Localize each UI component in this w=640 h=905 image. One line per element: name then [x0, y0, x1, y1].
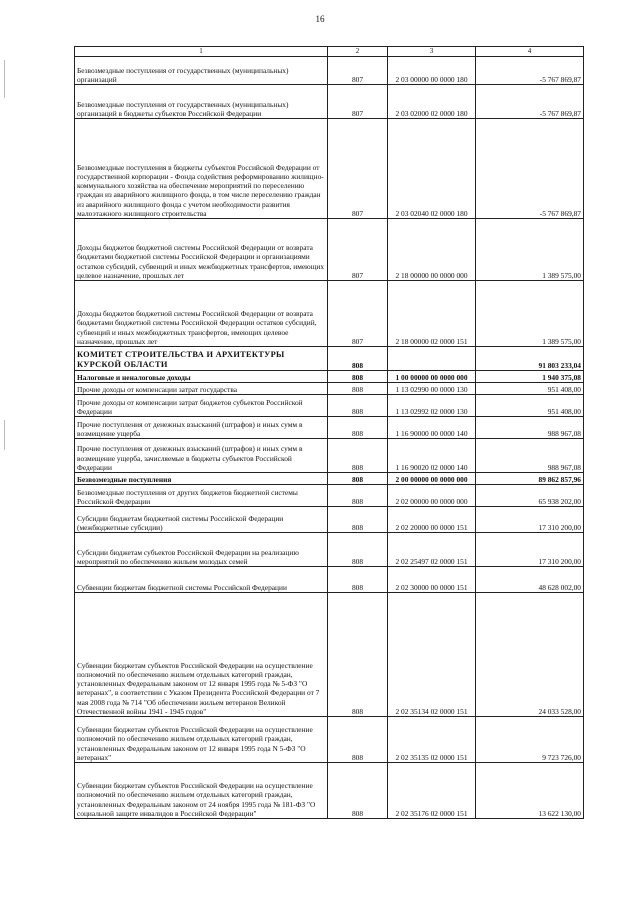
- table-row: [75, 347, 584, 371]
- row-kbk: 2 02 35135 02 0000 151: [388, 717, 476, 763]
- row-name: Налоговые и неналоговые доходы: [75, 371, 328, 383]
- row-kbk: 1 16 90020 02 0000 140: [388, 439, 476, 473]
- row-amount: 1 389 575,00: [476, 219, 584, 281]
- table-row: [75, 533, 584, 567]
- row-code: 808: [328, 763, 388, 819]
- row-amount: 91 803 233,04: [476, 347, 584, 371]
- page-number: 16: [315, 14, 325, 24]
- table-row: [75, 439, 584, 473]
- column-header: 4: [476, 47, 584, 57]
- table-row: [75, 763, 584, 819]
- row-amount: 13 622 130,00: [476, 763, 584, 819]
- row-amount: 24 033 528,00: [476, 593, 584, 717]
- row-amount: 89 862 857,96: [476, 473, 584, 485]
- table-row: [75, 485, 584, 507]
- row-code: 807: [328, 57, 388, 85]
- table-row: [75, 593, 584, 717]
- table-row: [75, 717, 584, 763]
- row-amount: 9 723 726,00: [476, 717, 584, 763]
- table-row: [75, 383, 584, 395]
- row-amount: 65 938 202,00: [476, 485, 584, 507]
- row-code: 808: [328, 567, 388, 593]
- row-name: Прочие доходы от компенсации затрат бюджетов субъектов Российской Федерации: [75, 395, 328, 417]
- row-amount: 1 940 375,08: [476, 371, 584, 383]
- table-row: [75, 119, 584, 219]
- row-code: 807: [328, 85, 388, 119]
- table-row: [75, 395, 584, 417]
- row-kbk: 2 18 00000 00 0000 000: [388, 219, 476, 281]
- row-amount: 48 628 002,00: [476, 567, 584, 593]
- row-name: Прочие доходы от компенсации затрат государства: [75, 383, 328, 395]
- row-kbk: 2 02 25497 02 0000 151: [388, 533, 476, 567]
- row-kbk: 1 00 00000 00 0000 000: [388, 371, 476, 383]
- row-name: Безвозмездные поступления: [75, 473, 328, 485]
- table-row: [75, 85, 584, 119]
- row-code: 808: [328, 507, 388, 533]
- row-amount: 951 408,00: [476, 395, 584, 417]
- row-code: 807: [328, 119, 388, 219]
- row-name: Субсидии бюджетам субъектов Российской Федерации на реализацию мероприятий по обеспечению жильем молодых семей: [75, 533, 328, 567]
- row-name: Субвенции бюджетам субъектов Российской Федерации на осуществление полномочий по обеспечению жильем отдельных категорий граждан, установленных Федеральным законом от 24 ноября 1995 года № 181-ФЗ "О социальной защите инвалидов в Российской Федерации": [75, 763, 328, 819]
- row-code: 808: [328, 439, 388, 473]
- row-amount: -5 767 869,87: [476, 57, 584, 85]
- row-code: 808: [328, 371, 388, 383]
- row-amount: 17 310 200,00: [476, 507, 584, 533]
- row-name: КОМИТЕТ СТРОИТЕЛЬСТВА И АРХИТЕКТУРЫ КУРСКОЙ ОБЛАСТИ: [75, 347, 328, 371]
- revenue-table: [74, 46, 584, 819]
- row-kbk: 2 02 30000 00 0000 151: [388, 567, 476, 593]
- row-kbk: 2 02 00000 00 0000 000: [388, 485, 476, 507]
- row-code: 808: [328, 717, 388, 763]
- row-name: Безвозмездные поступления от государственных (муниципальных) организаций в бюджеты субъектов Российской Федерации: [75, 85, 328, 119]
- row-kbk: 2 03 02000 02 0000 180: [388, 85, 476, 119]
- table-header-row: [75, 47, 584, 57]
- row-kbk: 2 03 02040 02 0000 180: [388, 119, 476, 219]
- row-name: Субвенции бюджетам субъектов Российской Федерации на осуществление полномочий по обеспечению жильем отдельных категорий граждан, установленных Федеральным законом от 12 января 1995 года № 5-ФЗ "О ветеранах", в соответствии с Указом Президента Российской Федерации от 7 мая 2008 года № 714 "Об обеспечении жильем ветеранов Великой Отечественной войны 1941 - 1945 годов": [75, 593, 328, 717]
- row-name: Субвенции бюджетам бюджетной системы Российской Федерации: [75, 567, 328, 593]
- table-row: [75, 281, 584, 347]
- row-code: 807: [328, 219, 388, 281]
- row-name: Прочие поступления от денежных взысканий (штрафов) и иных сумм в возмещение ущерба: [75, 417, 328, 439]
- row-code: 807: [328, 281, 388, 347]
- row-amount: -5 767 869,87: [476, 119, 584, 219]
- row-amount: -5 767 869,87: [476, 85, 584, 119]
- row-code: 808: [328, 533, 388, 567]
- row-amount: 17 310 200,00: [476, 533, 584, 567]
- row-code: 808: [328, 347, 388, 371]
- row-kbk: 2 02 35176 02 0000 151: [388, 763, 476, 819]
- table-row: [75, 567, 584, 593]
- table-row: [75, 57, 584, 85]
- row-amount: 951 408,00: [476, 383, 584, 395]
- row-code: 808: [328, 383, 388, 395]
- row-amount: 988 967,08: [476, 417, 584, 439]
- row-kbk: 1 13 02990 00 0000 130: [388, 383, 476, 395]
- column-header: 1: [75, 47, 328, 57]
- row-kbk: 1 16 90000 00 0000 140: [388, 417, 476, 439]
- row-amount: 988 967,08: [476, 439, 584, 473]
- row-name: Безвозмездные поступления от государственных (муниципальных) организаций: [75, 57, 328, 85]
- row-code: 808: [328, 417, 388, 439]
- row-code: 808: [328, 395, 388, 417]
- row-name: Безвозмездные поступления от других бюджетов бюджетной системы Российской Федерации: [75, 485, 328, 507]
- row-code: 808: [328, 485, 388, 507]
- row-kbk: 2 00 00000 00 0000 000: [388, 473, 476, 485]
- row-amount: 1 389 575,00: [476, 281, 584, 347]
- row-name: Доходы бюджетов бюджетной системы Российской Федерации от возврата бюджетами бюджетной системы Российской Федерации остатков субсидий, субвенций и иных межбюджетных трансфертов, имеющих целевое назначение, прошлых лет: [75, 281, 328, 347]
- table-row: [75, 473, 584, 485]
- table-row: [75, 507, 584, 533]
- row-name: Субсидии бюджетам бюджетной системы Российской Федерации (межбюджетные субсидии): [75, 507, 328, 533]
- row-code: 808: [328, 473, 388, 485]
- row-name: Субвенции бюджетам субъектов Российской Федерации на осуществление полномочий по обеспечению жильем отдельных категорий граждан, установленных Федеральным законом от 12 января 1995 года N 5-ФЗ "О ветеранах": [75, 717, 328, 763]
- margin-mark: [4, 60, 5, 98]
- row-code: 808: [328, 593, 388, 717]
- table-row: [75, 371, 584, 383]
- margin-mark: [4, 420, 5, 450]
- row-name: Безвозмездные поступления в бюджеты субъектов Российской Федерации от государственной корпорации - Фонда содействия реформированию жилищно-коммунального хозяйства на обеспечение мероприятий по переселению граждан из аварийного жилищного фонда, в том числе переселению граждан из аварийного жилищного фонда с учетом необходимости развития малоэтажного жилищного строительства: [75, 119, 328, 219]
- table-row: [75, 417, 584, 439]
- column-header: 2: [328, 47, 388, 57]
- row-kbk: [388, 347, 476, 371]
- row-name: Доходы бюджетов бюджетной системы Российской Федерации от возврата бюджетами бюджетной системы Российской Федерации и организациями остатков субсидий, субвенций и иных межбюджетных трансфертов, имеющих целевое назначение, прошлых лет: [75, 219, 328, 281]
- column-header: 3: [388, 47, 476, 57]
- table-row: [75, 219, 584, 281]
- row-kbk: 2 18 00000 02 0000 151: [388, 281, 476, 347]
- row-kbk: 2 02 35134 02 0000 151: [388, 593, 476, 717]
- row-kbk: 2 02 20000 00 0000 151: [388, 507, 476, 533]
- row-kbk: 2 03 00000 00 0000 180: [388, 57, 476, 85]
- row-kbk: 1 13 02992 02 0000 130: [388, 395, 476, 417]
- row-name: Прочие поступления от денежных взысканий (штрафов) и иных сумм в возмещение ущерба, зачисляемые в бюджеты субъектов Российской Федерации: [75, 439, 328, 473]
